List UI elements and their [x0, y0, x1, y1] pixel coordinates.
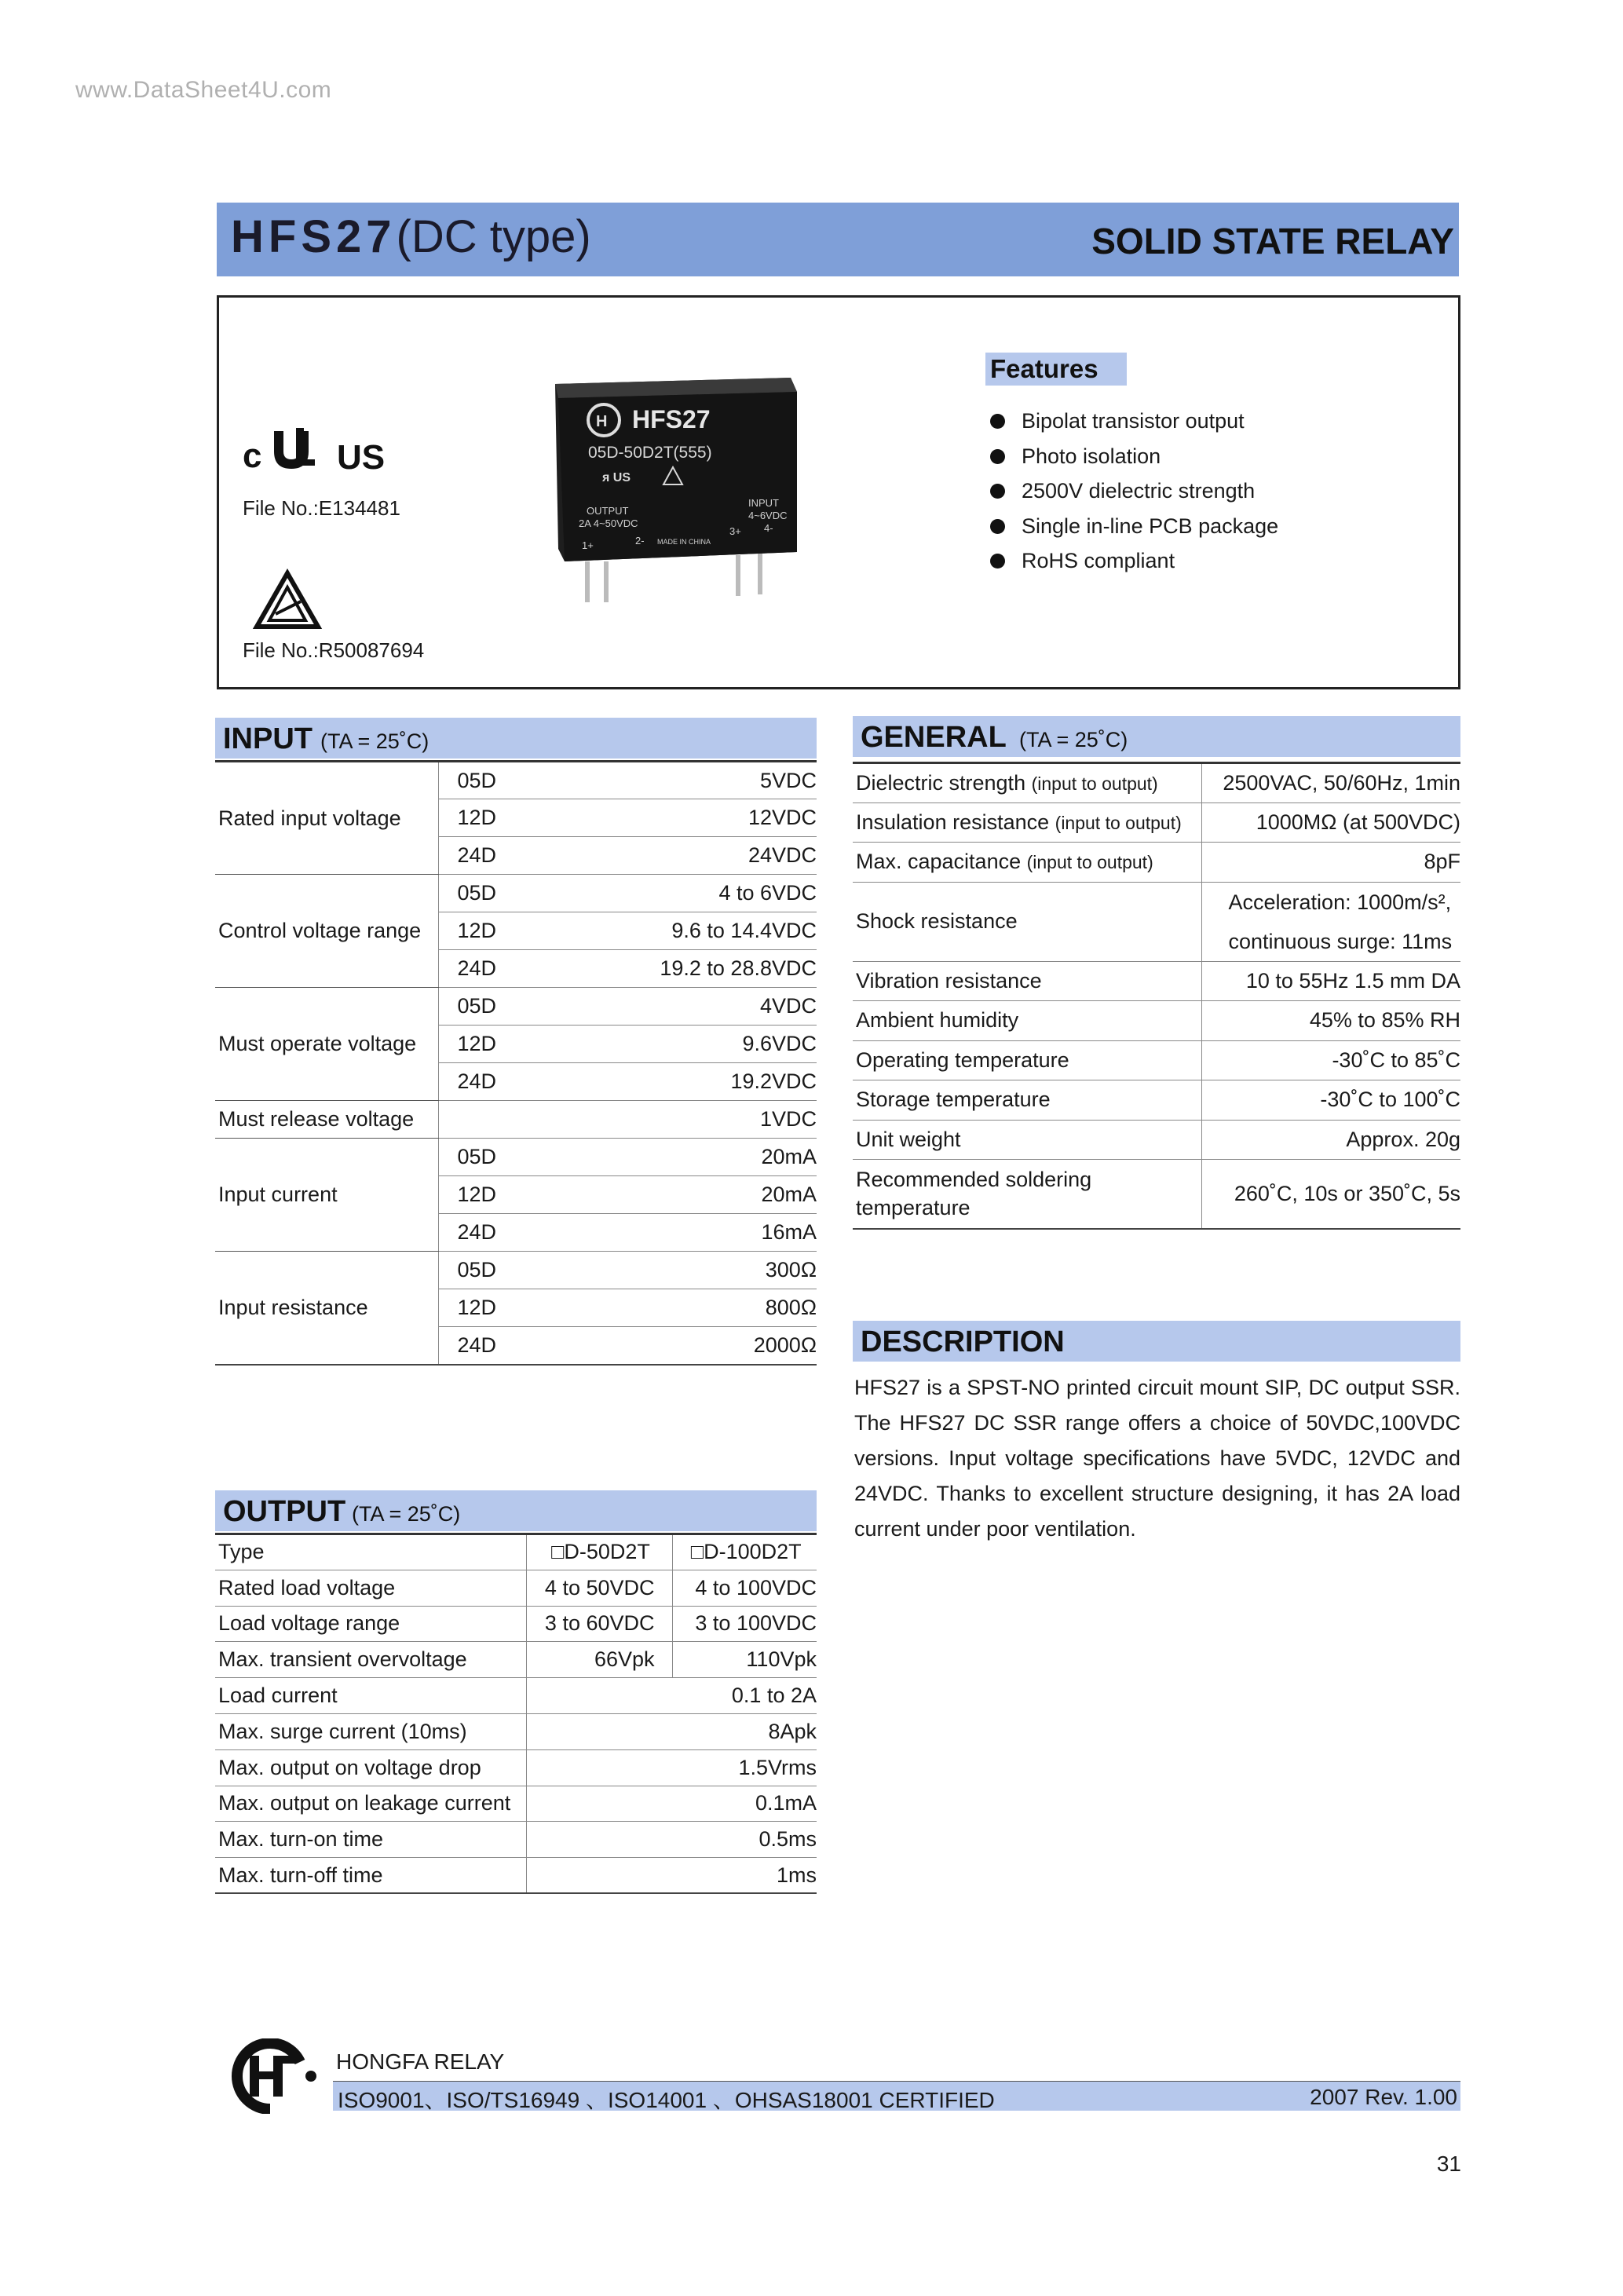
row-label: Rated input voltage	[215, 762, 438, 875]
input-heading: INPUT	[223, 722, 313, 755]
table-row: Recommended soldering temperature 260˚C, 10s or 350˚C, 5s	[853, 1160, 1460, 1229]
hongfa-logo-icon	[215, 2038, 325, 2114]
title-bar	[217, 203, 1459, 276]
table-row: Storage temperature -30˚C to 100˚C	[853, 1080, 1460, 1121]
table-row: Unit weight Approx. 20g	[853, 1120, 1460, 1160]
feature-item: Bipolat transistor output	[989, 404, 1278, 439]
model-type: (DC type)	[396, 211, 591, 262]
product-title	[231, 210, 591, 263]
page-number: 31	[1436, 2152, 1461, 2176]
feature-box	[217, 295, 1460, 689]
svg-text:H: H	[596, 413, 608, 430]
svg-text:4~6VDC: 4~6VDC	[748, 510, 788, 521]
feature-item: 2500V dielectric strength	[989, 473, 1278, 509]
model-name: HFS27	[231, 211, 397, 262]
table-row: Load current 0.1 to 2A	[215, 1678, 817, 1714]
output-condition: (TA = 25˚C)	[352, 1502, 461, 1526]
table-row: 24D 19.2VDC	[215, 1063, 817, 1101]
svg-text:2A 4~50VDC: 2A 4~50VDC	[579, 517, 638, 529]
output-section-header	[215, 1490, 817, 1531]
revision: 2007 Rev. 1.00	[1310, 2085, 1457, 2109]
table-row: Vibration resistance 10 to 55Hz 1.5 mm DA	[853, 961, 1460, 1001]
feature-item: Single in-line PCB package	[989, 509, 1278, 544]
table-row: Max. capacitance (input to output) 8pF	[853, 843, 1460, 883]
table-row: 12D 9.6 to 14.4VDC	[215, 912, 817, 950]
svg-text:OUTPUT: OUTPUT	[587, 505, 629, 517]
general-condition: (TA = 25˚C)	[1019, 728, 1128, 751]
table-row: Ambient humidity 45% to 85% RH	[853, 1001, 1460, 1041]
table-row: Control voltage range 05D 4 to 6VDC	[215, 875, 817, 912]
ul-certification-icon	[243, 423, 392, 473]
table-row: Max. output on voltage drop 1.5Vrms	[215, 1749, 817, 1786]
svg-text:US: US	[337, 438, 386, 473]
table-row: Type □D-50D2T □D-100D2T	[215, 1534, 817, 1570]
table-row: 12D 20mA	[215, 1176, 817, 1214]
table-row: Shock resistance Acceleration: 1000m/s², continuous surge: 11ms	[853, 882, 1460, 961]
table-row: Max. transient overvoltage 66Vpk 110Vpk	[215, 1642, 817, 1678]
row-label: Must release voltage	[215, 1101, 438, 1139]
general-section-header	[853, 716, 1460, 757]
table-row: Load voltage range 3 to 60VDC 3 to 100VDC	[215, 1606, 817, 1642]
certifications: ISO9001、ISO/TS16949 、ISO14001 、OHSAS18001 CERTIFIED	[338, 2088, 995, 2112]
company-name: HONGFA RELAY	[336, 2049, 505, 2074]
tuv-file-number: File No.:R50087694	[243, 638, 425, 662]
relay-product-image	[547, 364, 806, 607]
description-text: HFS27 is a SPST-NO printed circuit mount SIP, DC output SSR. The HFS27 DC SSR range offers a choice of 50VDC,100VDC versions. Input voltage specifications have 5VDC, 12VDC and 24VDC. Thanks to excellent structure designing, it has 2A load current under poor ventilation.	[854, 1376, 1460, 1541]
svg-text:2-: 2-	[635, 535, 645, 547]
table-row: Must operate voltage 05D 4VDC	[215, 988, 817, 1026]
general-heading: GENERAL	[861, 721, 1007, 754]
table-row: 24D 24VDC	[215, 837, 817, 875]
table-row: Operating temperature -30˚C to 85˚C	[853, 1040, 1460, 1080]
feature-item: RoHS compliant	[989, 543, 1278, 579]
watermark: www.DataSheet4U.com	[75, 77, 332, 103]
output-table	[215, 1533, 817, 1894]
table-row: 12D 12VDC	[215, 799, 817, 837]
svg-text:ᴙ US: ᴙ US	[602, 471, 631, 484]
input-section-header	[215, 718, 817, 759]
general-table	[853, 762, 1460, 1230]
relay-part-text: 05D-50D2T(555)	[588, 444, 712, 462]
row-label: Control voltage range	[215, 875, 438, 988]
table-row: Dielectric strength (input to output) 2500VAC, 50/60Hz, 1min	[853, 763, 1460, 803]
table-row: Input resistance 05D 300Ω	[215, 1252, 817, 1289]
table-row: 12D 9.6VDC	[215, 1026, 817, 1063]
features-heading: Features	[985, 353, 1127, 386]
table-row: Insulation resistance (input to output) 1000MΩ (at 500VDC)	[853, 803, 1460, 843]
ul-file-number: File No.:E134481	[243, 496, 400, 520]
table-row: Must release voltage 1VDC	[215, 1101, 817, 1139]
svg-text:3+: 3+	[729, 525, 741, 537]
description-section-header	[853, 1321, 1460, 1362]
output-heading: OUTPUT	[223, 1495, 346, 1528]
footer-band	[333, 2081, 1460, 2111]
description-heading: DESCRIPTION	[861, 1325, 1065, 1358]
table-row: Max. turn-on time 0.5ms	[215, 1822, 817, 1858]
tuv-certification-icon	[252, 569, 323, 631]
table-row: Input current 05D 20mA	[215, 1139, 817, 1176]
svg-text:1+: 1+	[582, 539, 594, 551]
table-row: 24D 2000Ω	[215, 1327, 817, 1365]
features-list	[989, 404, 1278, 579]
row-label: Must operate voltage	[215, 988, 438, 1101]
feature-item: Photo isolation	[989, 439, 1278, 474]
svg-text:4-: 4-	[764, 522, 773, 534]
table-row: Rated input voltage 05D 5VDC	[215, 762, 817, 799]
relay-model-text: HFS27	[632, 405, 711, 433]
product-category: SOLID STATE RELAY	[1091, 221, 1454, 261]
input-table	[215, 760, 817, 1366]
table-row: 24D 19.2 to 28.8VDC	[215, 950, 817, 988]
table-row: 24D 16mA	[215, 1214, 817, 1252]
input-condition: (TA = 25˚C)	[320, 729, 430, 753]
svg-text:MADE IN CHINA: MADE IN CHINA	[657, 538, 711, 546]
table-row: Max. surge current (10ms) 8Apk	[215, 1713, 817, 1749]
table-row: Max. output on leakage current 0.1mA	[215, 1786, 817, 1822]
svg-text:c: c	[243, 437, 262, 473]
row-label: Input current	[215, 1139, 438, 1252]
table-row: 12D 800Ω	[215, 1289, 817, 1327]
row-label: Input resistance	[215, 1252, 438, 1365]
table-row: Rated load voltage 4 to 50VDC 4 to 100VDC	[215, 1570, 817, 1606]
table-row: Max. turn-off time 1ms	[215, 1858, 817, 1894]
svg-text:INPUT: INPUT	[748, 497, 779, 509]
